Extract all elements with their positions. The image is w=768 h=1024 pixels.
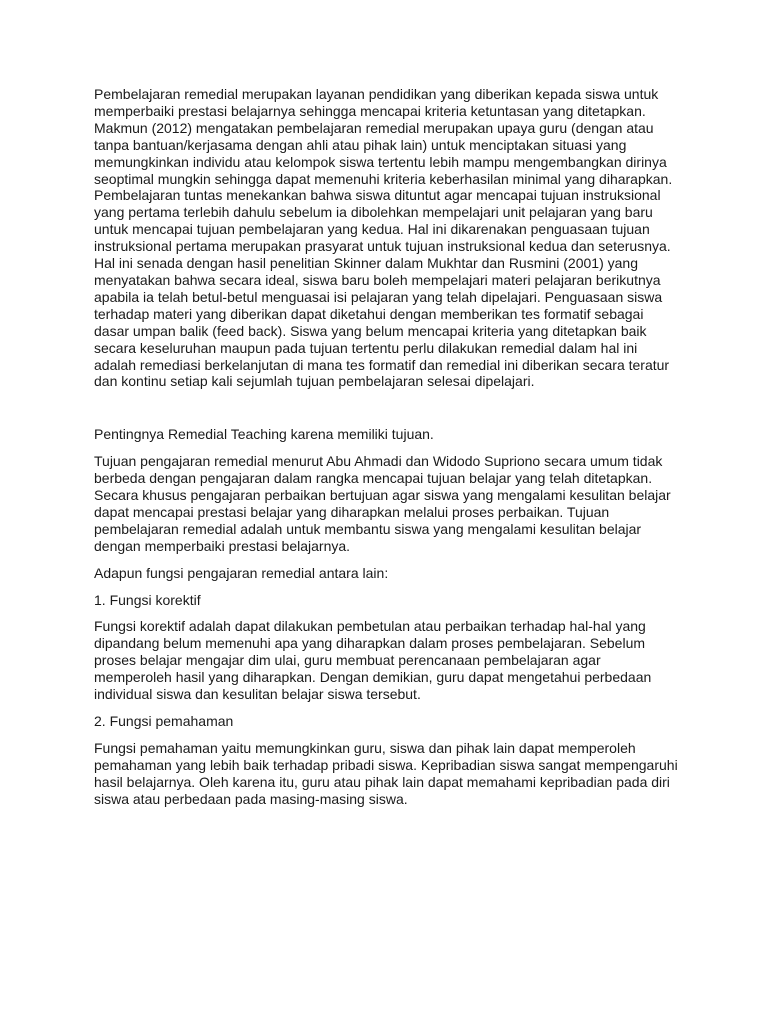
spacer: [94, 703, 678, 713]
paragraph-importance-heading: Pentingnya Remedial Teaching karena memiliki tujuan.: [94, 426, 434, 443]
spacer: [94, 608, 678, 618]
paragraph-fungsi-korektif: Fungsi korektif adalah dapat dilakukan pembetulan atau perbaikan terhadap hal-hal yang dipandang belum memenuhi apa yang diharapkan dalam proses pembelajaran. Sebelum proses belajar mengajar dim ulai, guru membuat perencanaan pembelajaran agar memperoleh hasil yang diharapkan. Dengan demikian, guru dapat mengetahui perbedaan individual siswa dan kesulitan belajar siswa tersebut.: [94, 618, 652, 703]
paragraph-purpose: Tujuan pengajaran remedial menurut Abu Ahmadi dan Widodo Supriono secara umum tidak berbeda dengan pengajaran dalam rangka mencapai tujuan belajar yang telah ditetapkan. Secara khusus pengajaran perbaikan bertujuan agar siswa yang mengalami kesulitan belajar dapat mencapai prestasi belajar yang diharapkan melalui proses perbaikan. Tujuan pembelajaran remedial adalah untuk membantu siswa yang mengalami kesulitan belajar dengan memperbaiki prestasi belajarnya.: [94, 453, 671, 554]
paragraph-fungsi-pemahaman: Fungsi pemahaman yaitu memungkinkan guru, siswa dan pihak lain dapat memperoleh pemahaman yang lebih baik terhadap pribadi siswa. Kepribadian siswa sangat mempengaruhi hasil belajarnya. Oleh karena itu, guru atau pihak lain dapat memahami kepribadian pada diri siswa atau perbedaan pada masing-masing siswa.: [94, 739, 678, 807]
paragraph-functions-intro: Adapun fungsi pengajaran remedial antara lain:: [94, 564, 389, 581]
document-page: [94, 86, 678, 808]
spacer: [94, 582, 678, 592]
heading-fungsi-pemahaman: 2. Fungsi pemahaman: [94, 713, 234, 729]
spacer: [94, 730, 678, 740]
heading-fungsi-korektif: 1. Fungsi korektif: [94, 591, 201, 608]
section-gap: [94, 390, 678, 426]
spacer: [94, 555, 678, 565]
spacer: [94, 443, 678, 453]
paragraph-intro: Pembelajaran remedial merupakan layanan pendidikan yang diberikan kepada siswa untuk memperbaiki prestasi belajarnya sehingga mencapai kriteria ketuntasan yang ditetapkan. Makmun (2012) mengatakan pembelajaran remedial merupakan upaya guru (dengan atau tanpa bantuan/kerjasama dengan ahli atau pihak lain) untuk menciptakan situasi yang memungkinkan individu atau kelompok siswa tertentu lebih mampu mengembangkan dirinya seoptimal mungkin sehingga dapat memenuhi kriteria keberhasilan minimal yang diharapkan. Pembelajaran tuntas menekankan bahwa siswa dituntut agar mencapai tujuan instruksional yang pertama terlebih dahulu sebelum ia dibolehkan mempelajari unit pelajaran yang baru untuk mencapai tujuan pembelajaran yang kedua. Hal ini dikarenakan penguasaan tujuan instruksional pertama merupakan prasyarat untuk tujuan instruksional kedua dan seterusnya. Hal ini senada dengan hasil penelitian Skinner dalam Mukhtar dan Rusmini (2001) yang menyatakan bahwa secara ideal, siswa baru boleh mempelajari materi pelajaran berikutnya apabila ia telah betul-betul menguasai isi pelajaran yang telah dipelajari. Penguasaan siswa terhadap materi yang diberikan dapat diketahui dengan memberikan tes formatif sebagai dasar umpan balik (feed back). Siswa yang belum mencapai kriteria yang ditetapkan baik secara keseluruhan maupun pada tujuan tertentu perlu dilakukan remedial dalam hal ini adalah remediasi berkelanjutan di mana tes formatif dan remedial ini diberikan secara teratur dan kontinu setiap kali sejumlah tujuan pembelajaran selesai dipelajari.: [94, 86, 673, 390]
